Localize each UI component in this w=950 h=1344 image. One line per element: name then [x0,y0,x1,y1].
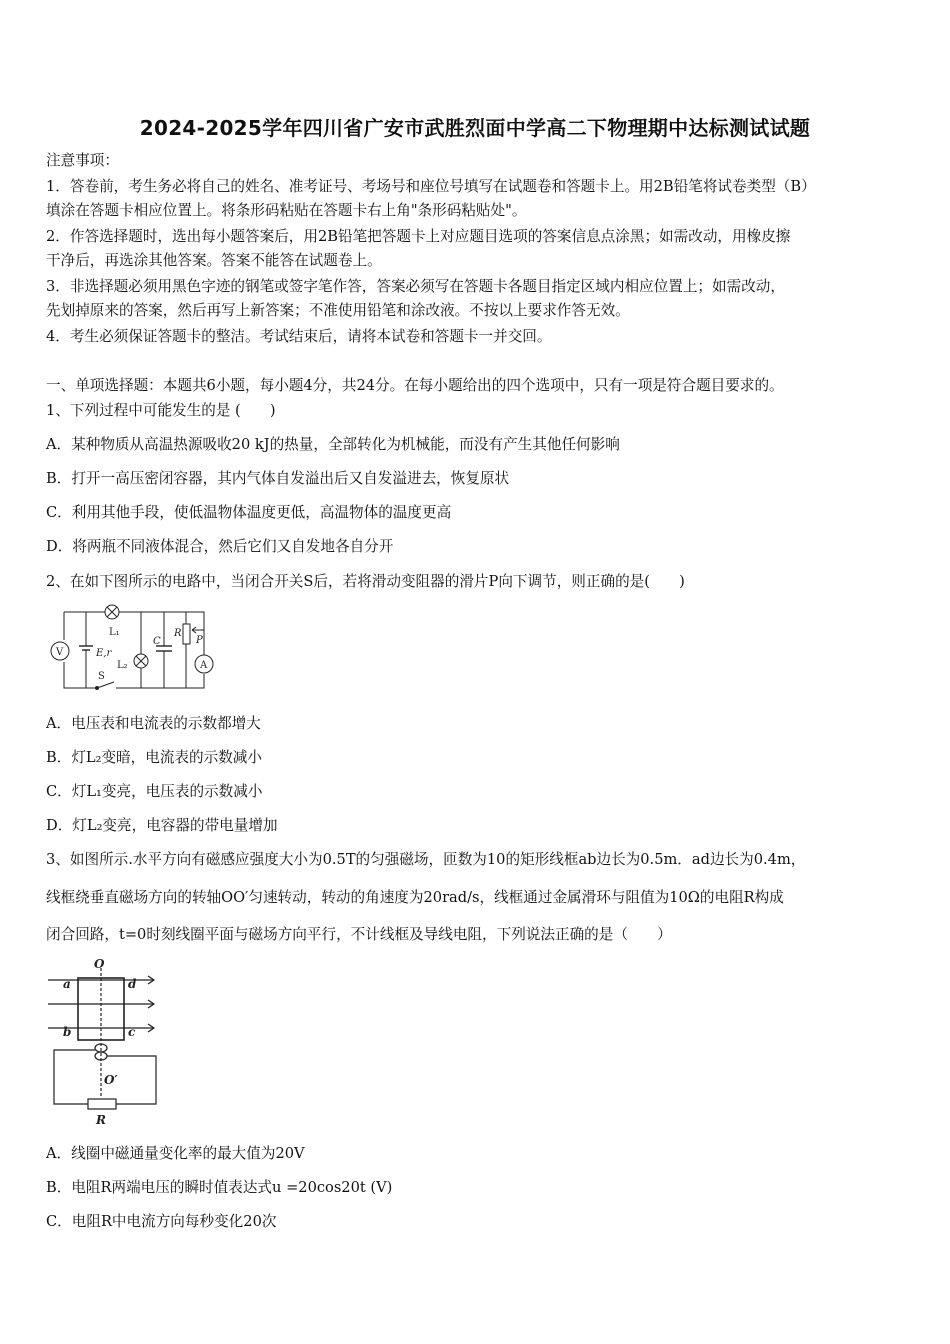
notice-line: 先划掉原来的答案，然后再写上新答案；不准使用铅笔和涂改液。不按以上要求作答无效。 [46,302,630,319]
q3-option-b: B．电阻R两端电压的瞬时值表达式u =20cos20t (V) [46,1179,393,1196]
switch-label: S [98,671,105,682]
q1-option-c: C．利用其他手段，使低温物体温度更低，高温物体的温度更高 [46,504,452,521]
q1-option-b: B．打开一高压密闭容器，其内气体自发溢出后又自发溢进去，恢复原状 [46,470,510,487]
q2-option-d: D．灯L₂变亮，电容器的带电量增加 [46,817,278,834]
circuit-diagram [46,602,216,694]
section-heading: 一、单项选择题：本题共6小题，每小题4分，共24分。在每小题给出的四个选项中，只有一项是符合题目要求的。 [46,377,784,394]
notice-line: 干净后，再选涂其他答案。答案不能答在试题卷上。 [46,252,382,269]
notice-line: 4．考生必须保证答题卡的整洁。考试结束后，请将本试卷和答题卡一并交回。 [46,328,552,345]
notice-heading: 注意事项： [46,152,119,169]
capacitor-label: C [153,636,161,647]
corner-d-label: d [128,977,137,991]
emf-label: E,r [96,648,112,659]
q1-option-a: A．某种物质从高温热源吸收20 kJ的热量，全部转化为机械能，而没有产生其他任何影响 [46,436,620,453]
corner-b-label: b [63,1025,72,1039]
q3-option-c: C．电阻R中电流方向每秒变化20次 [46,1213,277,1230]
corner-a-label: a [63,977,71,991]
corner-c-label: c [128,1025,136,1039]
notice-line: 1．答卷前，考生务必将自己的姓名、准考证号、考场号和座位号填写在试题卷和答题卡上。用2B铅笔将试卷类型（B） [46,178,816,195]
slider-label: P [196,635,203,646]
q3-option-a: A．线圈中磁通量变化率的最大值为20V [46,1145,305,1162]
resistor-label: R [96,1113,106,1126]
coil-diagram [46,956,166,1126]
ammeter-label: A [200,660,208,671]
q3-stem-line: 闭合回路，t=0时刻线圈平面与磁场方向平行，不计线框及导线电阻，下列说法正确的是（ ） [46,926,672,943]
resistor-icon [88,1099,116,1109]
voltmeter-label: V [56,647,64,658]
q1-stem: 1、下列过程中可能发生的是 ( ) [46,402,276,419]
q1-option-d: D．将两瓶不同液体混合，然后它们又自发地各自分开 [46,538,394,555]
q2-option-b: B．灯L₂变暗，电流表的示数减小 [46,749,262,766]
axis-bottom-label: O′ [104,1073,118,1087]
notice-line: 填涂在答题卡相应位置上。将条形码粘贴在答题卡右上角"条形码粘贴处"。 [46,202,527,219]
q3-stem-line: 线框绕垂直磁场方向的转轴OO′匀速转动，转动的角速度为20rad/s，线框通过金属滑环与阻值为10Ω的电阻R构成 [46,889,784,906]
axis-top-label: O [94,957,105,971]
rheostat-label: R [174,628,182,639]
q3-stem-line: 3、如图所示.水平方向有磁感应强度大小为0.5T的匀强磁场，匝数为10的矩形线框ab边长为0.5m．ad边长为0.4m， [46,851,806,868]
notice-line: 3．非选择题必须用黑色字迹的钢笔或签字笔作答，答案必须写在答题卡各题目指定区域内相应位置上；如需改动， [46,278,785,295]
q2-stem: 2、在如下图所示的电路中，当闭合开关S后，若将滑动变阻器的滑片P向下调节，则正确的是( ) [46,573,685,590]
q2-option-c: C．灯L₁变亮，电压表的示数减小 [46,783,263,800]
lamp-l2-label: L₂ [117,660,128,671]
lamp-l1-label: L₁ [109,627,120,638]
q2-option-a: A．电压表和电流表的示数都增大 [46,715,261,732]
rheostat-icon [183,624,190,644]
page-title: 2024-2025学年四川省广安市武胜烈面中学高二下物理期中达标测试试题 [139,116,811,140]
notice-line: 2．作答选择题时，选出每小题答案后，用2B铅笔把答题卡上对应题目选项的答案信息点涂黑；如需改动，用橡皮擦 [46,228,791,245]
